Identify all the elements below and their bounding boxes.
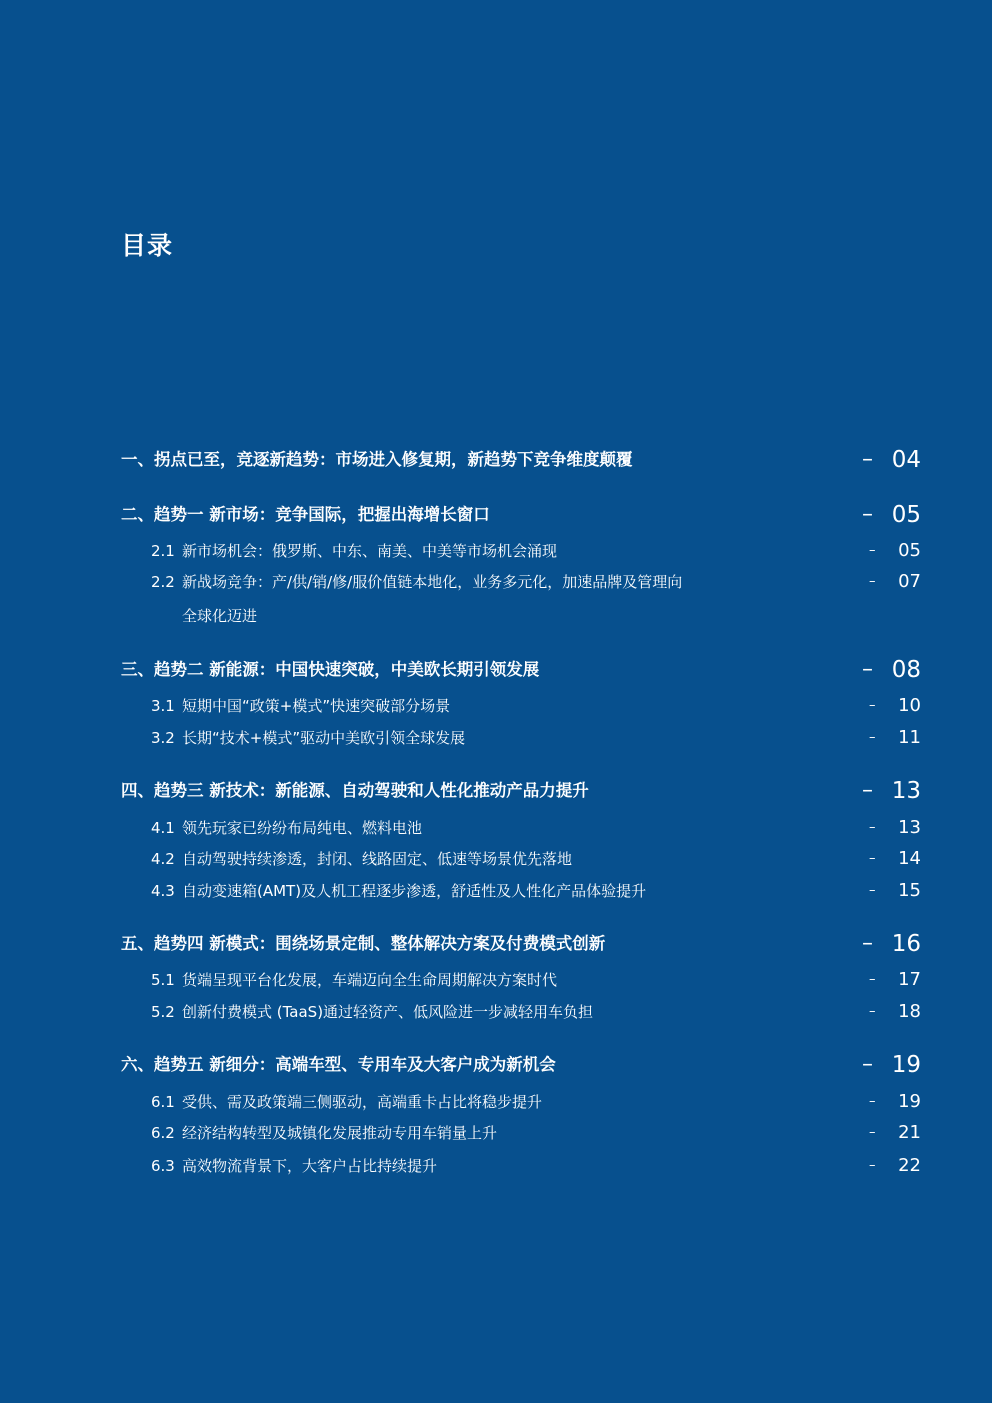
toc-item-6-1[interactable] (151, 1089, 921, 1115)
item-title: 新市场机会：俄罗斯、中东、南美、中美等市场机会涌现 (182, 542, 558, 560)
item-title: 领先玩家已纷纷布局纯电、燃料电池 (182, 819, 423, 837)
toc-item-5-1[interactable] (151, 967, 921, 993)
item-title: 自动驾驶持续渗透，封闭、线路固定、低速等场景优先落地 (182, 850, 573, 868)
leader-dash: – (869, 730, 876, 745)
item-number: 5.2 (151, 1003, 175, 1021)
page-number: 13 (898, 817, 921, 838)
page-title: 目录 (121, 231, 174, 260)
item-title: 经济结构转型及城镇化发展推动专用车销量上升 (182, 1124, 498, 1142)
leader-dash: – (869, 1125, 876, 1140)
item-title: 新战场竞争：产/供/销/修/服价值链本地化，业务多元化，加速品牌及管理向 (182, 573, 683, 591)
item-number: 3.2 (151, 729, 175, 747)
leader-dash: – (862, 657, 873, 682)
item-title: 高效物流背景下，大客户占比持续提升 (182, 1157, 438, 1175)
leader-dash: – (869, 543, 876, 558)
toc-item-6-2[interactable] (151, 1120, 921, 1146)
item-number: 6.2 (151, 1124, 175, 1142)
item-title: 自动变速箱(AMT)及人机工程逐步渗透，舒适性及人性化产品体验提升 (182, 882, 647, 900)
toc-section-2[interactable] (121, 500, 921, 530)
page-number: 22 (898, 1155, 921, 1176)
item-number: 2.2 (151, 573, 175, 591)
leader-dash: – (862, 502, 873, 527)
item-number: 6.1 (151, 1093, 175, 1111)
toc-item-4-2[interactable] (151, 846, 921, 872)
toc-item-4-1[interactable] (151, 815, 921, 841)
toc-item-3-2[interactable] (151, 725, 921, 751)
section-title: 三、趋势二 新能源：中国快速突破，中美欧长期引领发展 (121, 660, 540, 679)
item-number: 4.3 (151, 882, 175, 900)
page-number: 15 (898, 880, 921, 901)
leader-dash: – (869, 574, 876, 589)
leader-dash: – (869, 1158, 876, 1173)
item-title: 创新付费模式 (TaaS)通过轻资产、低风险进一步减轻用车负担 (182, 1003, 594, 1021)
toc-item-2-1[interactable] (151, 538, 921, 564)
item-number: 3.1 (151, 697, 175, 715)
toc-section-4[interactable] (121, 776, 921, 806)
page-number: 07 (898, 571, 921, 592)
page-number: 21 (898, 1122, 921, 1143)
page-number: 04 (891, 447, 921, 473)
leader-dash: – (862, 1052, 873, 1077)
section-title: 五、趋势四 新模式：围绕场景定制、整体解决方案及付费模式创新 (121, 934, 606, 953)
page-number: 05 (891, 502, 921, 528)
toc-section-3[interactable] (121, 655, 921, 685)
page-number: 17 (898, 969, 921, 990)
leader-dash: – (862, 931, 873, 956)
toc-item-4-3[interactable] (151, 878, 921, 904)
page-number: 19 (891, 1052, 921, 1078)
leader-dash: – (862, 778, 873, 803)
leader-dash: – (869, 1004, 876, 1019)
item-number: 4.1 (151, 819, 175, 837)
section-title: 二、趋势一 新市场：竞争国际，把握出海增长窗口 (121, 505, 490, 524)
leader-dash: – (869, 972, 876, 987)
item-title: 短期中国“政策+模式”快速突破部分场景 (182, 697, 451, 715)
toc-item-5-2[interactable] (151, 999, 921, 1025)
page-number: 10 (898, 695, 921, 716)
toc-item-3-1[interactable] (151, 693, 921, 719)
page-number: 05 (898, 540, 921, 561)
section-title: 六、趋势五 新细分：高端车型、专用车及大客户成为新机会 (121, 1055, 556, 1074)
section-title: 一、拐点已至，竞逐新趋势：市场进入修复期，新趋势下竞争维度颠覆 (121, 450, 633, 469)
page-number: 11 (898, 727, 921, 748)
toc-item-6-3[interactable] (151, 1153, 921, 1179)
leader-dash: – (869, 851, 876, 866)
leader-dash: – (869, 1094, 876, 1109)
page-number: 18 (898, 1001, 921, 1022)
section-title: 四、趋势三 新技术：新能源、自动驾驶和人性化推动产品力提升 (121, 781, 589, 800)
leader-dash: – (869, 698, 876, 713)
page-number: 08 (891, 657, 921, 683)
page-number: 13 (891, 778, 921, 804)
item-number: 6.3 (151, 1157, 175, 1175)
item-title: 货端呈现平台化发展，车端迈向全生命周期解决方案时代 (182, 971, 558, 989)
item-title: 长期“技术+模式”驱动中美欧引领全球发展 (182, 729, 466, 747)
toc-item-2-2[interactable] (151, 569, 921, 625)
page-number: 16 (891, 931, 921, 957)
toc-section-5[interactable] (121, 929, 921, 959)
item-number: 2.1 (151, 542, 175, 560)
item-number: 4.2 (151, 850, 175, 868)
page-number: 19 (898, 1091, 921, 1112)
toc-section-6[interactable] (121, 1050, 921, 1080)
toc-section-1[interactable] (121, 445, 921, 475)
leader-dash: – (869, 820, 876, 835)
page-number: 14 (898, 848, 921, 869)
leader-dash: – (869, 883, 876, 898)
item-number: 5.1 (151, 971, 175, 989)
item-title-continuation: 全球化迈进 (182, 607, 258, 625)
item-title: 受供、需及政策端三侧驱动，高端重卡占比将稳步提升 (182, 1093, 543, 1111)
leader-dash: – (862, 447, 873, 472)
